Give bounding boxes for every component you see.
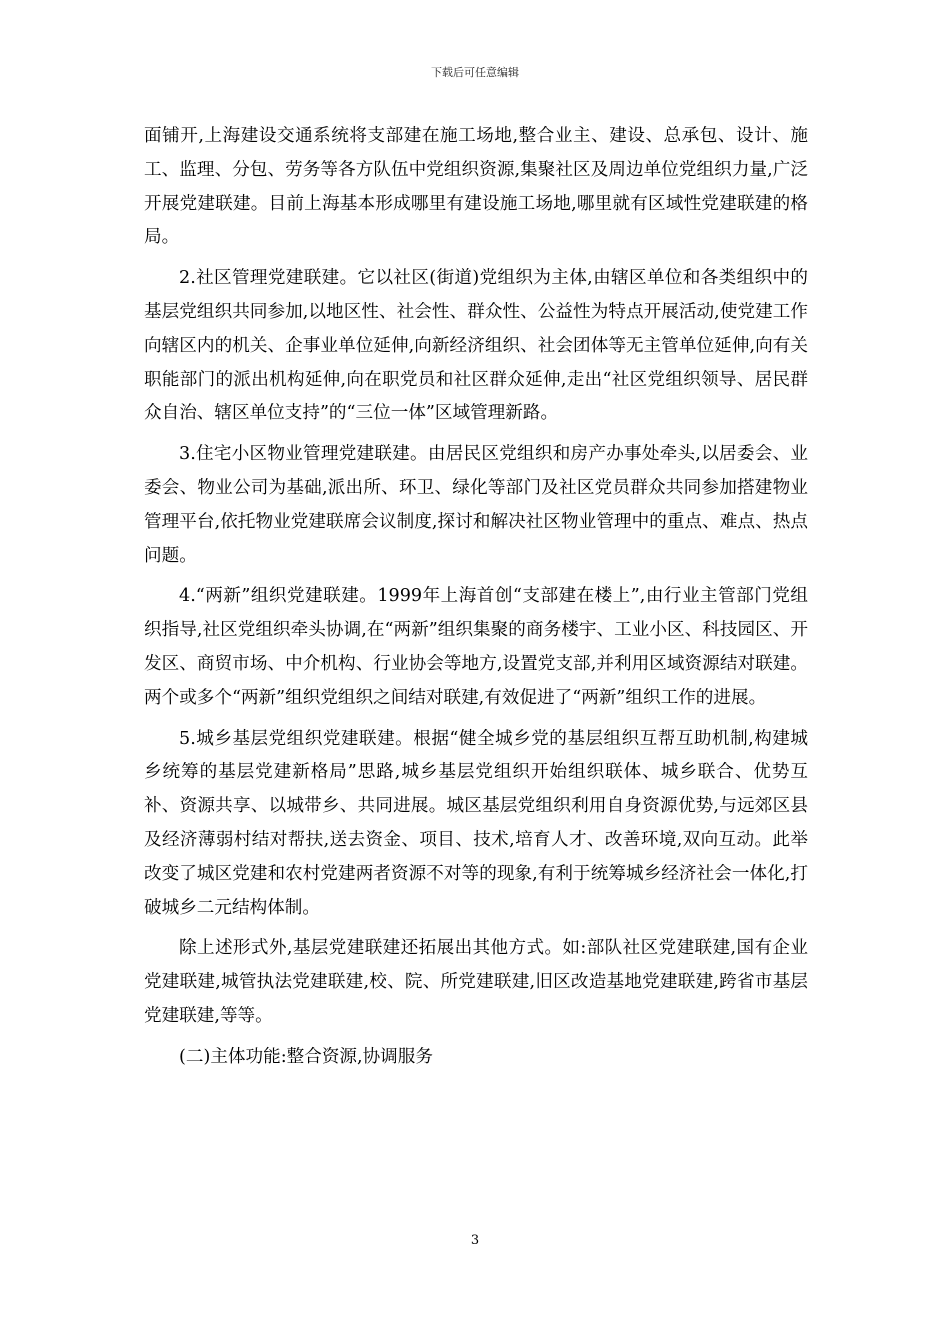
paragraph-other-forms: 除上述形式外,基层党建联建还拓展出其他方式。如:部队社区党建联建,国有企业党建联建,城管执法党建联建,校、院、所党建联建,旧区改造基地党建联建,跨省市基层党建联建,等等。: [144, 938, 808, 1026]
paragraph-property-management: 3.住宅小区物业管理党建联建。由居民区党组织和房产办事处牵头,以居委会、业委会、物业公司为基础,派出所、环卫、绿化等部门及社区党员群众共同参加搭建物业管理平台,依托物业党建联席会议制度,探讨和解决社区物业管理中的重点、难点、热点问题。: [144, 444, 808, 566]
section-heading-main-functions: (二)主体功能:整合资源,协调服务: [179, 1046, 433, 1067]
paragraph-community-management: 2.社区管理党建联建。它以社区(街道)党组织为主体,由辖区单位和各类组织中的基层党组织共同参加,以地区性、社会性、群众性、公益性为特点开展活动,使党建工作向辖区内的机关、企事业单位延伸,向新经济组织、社会团体等无主管单位延伸,向有关职能部门的派出机构延伸,向在职党员和社区群众延伸,走出“社区党组织领导、居民群众自治、辖区单位支持”的“三位一体”区域管理新路。: [144, 268, 808, 424]
paragraph-urban-rural: 5.城乡基层党组织党建联建。根据“健全城乡党的基层组织互帮互助机制,构建城乡统筹的基层党建新格局”思路,城乡基层党组织开始组织联体、城乡联合、优势互补、资源共享、以城带乡、共同进展。城区基层党组织利用自身资源优势,与远郊区县及经济薄弱村结对帮扶,送去资金、项目、技术,培育人才、改善环境,双向互动。此举改变了城区党建和农村党建两者资源不对等的现象,有利于统筹城乡经济社会一体化,打破城乡二元结构体制。: [144, 728, 808, 918]
page-header: 下载后可任意编辑: [431, 66, 519, 79]
paragraph-continuation: 面铺开,上海建设交通系统将支部建在施工场地,整合业主、建设、总承包、设计、施工、监理、分包、劳务等各方队伍中党组织资源,集聚社区及周边单位党组织力量,广泛开展党建联建。目前上海基本形成哪里有建设施工场地,哪里就有区域性党建联建的格局。: [144, 126, 808, 248]
page-number: 3: [470, 1233, 480, 1248]
document-body: [144, 120, 808, 1075]
paragraph-two-new-organizations: 4.“两新”组织党建联建。1999年上海首创“支部建在楼上”,由行业主管部门党组织指导,社区党组织牵头协调,在“两新”组织集聚的商务楼宇、工业小区、科技园区、开发区、商贸市场、中介机构、行业协会等地方,设置党支部,并利用区域资源结对联建。两个或多个“两新”组织党组织之间结对联建,有效促进了“两新”组织工作的进展。: [144, 586, 808, 708]
